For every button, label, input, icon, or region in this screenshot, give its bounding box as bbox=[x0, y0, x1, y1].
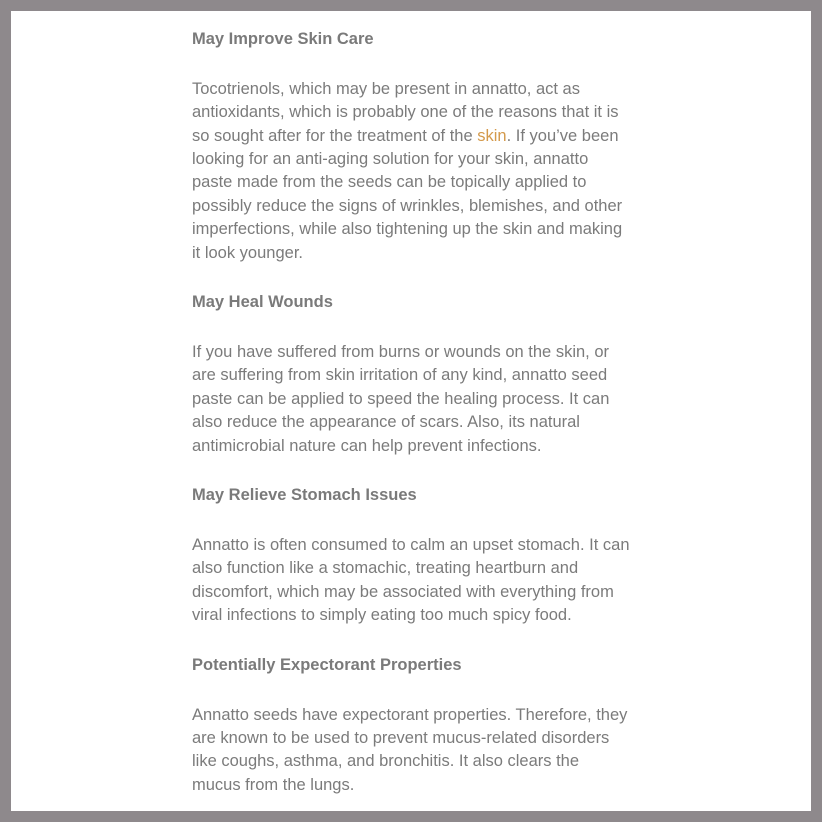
spacer bbox=[192, 508, 632, 534]
section-heading-heal-wounds: May Heal Wounds bbox=[192, 293, 333, 312]
section-heading-stomach-issues: May Relieve Stomach Issues bbox=[192, 486, 417, 505]
spacer bbox=[192, 677, 632, 703]
skin-link[interactable]: skin bbox=[477, 126, 507, 145]
spacer bbox=[192, 458, 632, 484]
spacer bbox=[192, 628, 632, 654]
section-heading-expectorant: Potentially Expectorant Properties bbox=[192, 655, 462, 674]
section-body-expectorant: Annatto seeds have expectorant properties. Therefore, they are known to be used to prevent mucus-related disorders like coughs, asthma, and bronchitis. It also clears the mucus from the lungs. bbox=[192, 705, 628, 794]
spacer bbox=[192, 265, 632, 291]
spacer bbox=[192, 315, 632, 341]
body-text: Tocotrienols, which may be present in annatto, act as antioxidants, which is probably one of the reasons that it is so sought after for the treatment of the bbox=[192, 79, 619, 145]
section-body-heal-wounds: If you have suffered from burns or wounds on the skin, or are suffering from skin irritation of any kind, annatto seed paste can be applied to speed the healing process. It can also reduce the appearance of scars. Also, its natural antimicrobial nature can help prevent infections. bbox=[192, 342, 610, 455]
article-page bbox=[11, 11, 811, 811]
body-text: . If you’ve been looking for an anti-aging solution for your skin, annatto paste made from the seeds can be topically applied to possibly reduce the signs of wrinkles, blemishes, and other imperfections, while also tightening up the skin and making it look younger. bbox=[192, 126, 623, 262]
section-body-skin-care bbox=[192, 78, 632, 265]
section-heading-skin-care: May Improve Skin Care bbox=[192, 30, 374, 48]
spacer bbox=[192, 51, 632, 77]
article-content bbox=[192, 28, 632, 797]
section-body-stomach-issues: Annatto is often consumed to calm an upset stomach. It can also function like a stomachic, treating heartburn and discomfort, which may be associated with everything from viral infections to simply eating too much spicy food. bbox=[192, 535, 630, 625]
